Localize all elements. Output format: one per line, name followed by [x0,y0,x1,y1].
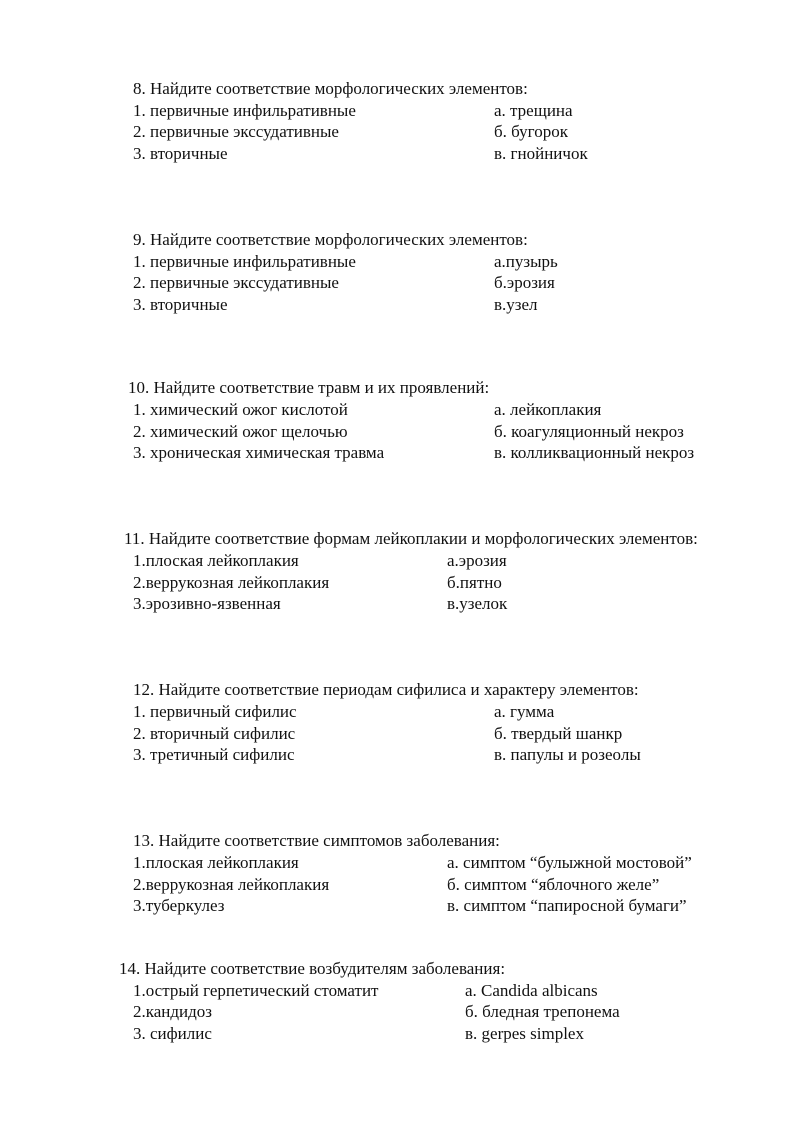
question-13-title: 13. Найдите соответствие симптомов заболевания: [133,831,500,850]
question-12-left-2: 2. вторичный сифилис [133,724,296,743]
question-10-right-c: в. колликвационный некроз [494,443,695,462]
question-10-left-2: 2. химический ожог щелочью [133,422,348,441]
question-13-right-a: а. симптом “булыжной мостовой” [447,853,692,872]
question-8-left-3: 3. вторичные [133,144,228,163]
question-14-left-2: 2.кандидоз [133,1002,213,1021]
question-13-right-b: б. симптом “яблочного желе” [447,875,660,894]
question-13-left-3: 3.туберкулез [133,896,225,915]
question-8-right-c: в. гнойничок [494,144,588,163]
question-9-left-2: 2. первичные экссудативные [133,273,339,292]
question-11-left-1: 1.плоская лейкоплакия [133,551,299,570]
question-12-title: 12. Найдите соответствие периодам сифилиса и характеру элементов: [133,680,639,699]
question-9-left-3: 3. вторичные [133,295,228,314]
question-8-right-a: а. трещина [494,101,573,120]
question-11-left-3: 3.эрозивно-язвенная [133,594,281,613]
question-11-right-b: б.пятно [447,573,502,592]
question-9-right-b: б.эрозия [494,273,555,292]
question-14-right-b: б. бледная трепонема [465,1002,620,1021]
question-12-left-1: 1. первичный сифилис [133,702,297,721]
question-8-right-b: б. бугорок [494,122,568,141]
question-14-right-c: в. gerpes simplex [465,1024,584,1043]
question-8-title: 8. Найдите соответствие морфологических элементов: [133,79,528,98]
question-9-title: 9. Найдите соответствие морфологических элементов: [133,230,528,249]
question-12-right-a: а. гумма [494,702,555,721]
question-9-left-1: 1. первичные инфильративные [133,252,356,271]
question-8-left-1: 1. первичные инфильративные [133,101,356,120]
question-12-right-c: в. папулы и розеолы [494,745,641,764]
question-13-right-c: в. симптом “папиросной бумаги” [447,896,687,915]
question-14-right-a: а. Candida albicans [465,981,598,1000]
question-11-left-2: 2.веррукозная лейкоплакия [133,573,330,592]
question-11-right-a: а.эрозия [447,551,507,570]
question-13-left-2: 2.веррукозная лейкоплакия [133,875,330,894]
question-13-left-1: 1.плоская лейкоплакия [133,853,299,872]
question-11-right-c: в.узелок [447,594,508,613]
question-10-right-b: б. коагуляционный некроз [494,422,684,441]
question-14-left-3: 3. сифилис [133,1024,212,1043]
question-14-left-1: 1.острый герпетический стоматит [133,981,379,1000]
question-10-left-3: 3. хроническая химическая травма [133,443,385,462]
question-12-right-b: б. твердый шанкр [494,724,623,743]
question-8-left-2: 2. первичные экссудативные [133,122,339,141]
question-10-right-a: а. лейкоплакия [494,400,602,419]
question-12-left-3: 3. третичный сифилис [133,745,295,764]
question-14-title: 14. Найдите соответствие возбудителям заболевания: [119,959,506,978]
question-10-left-1: 1. химический ожог кислотой [133,400,348,419]
question-10-title: 10. Найдите соответствие травм и их проявлений: [128,378,490,397]
question-9-right-a: а.пузырь [494,252,558,271]
question-11-title: 11. Найдите соответствие формам лейкоплакии и морфологических элементов: [124,529,698,548]
question-9-right-c: в.узел [494,295,538,314]
